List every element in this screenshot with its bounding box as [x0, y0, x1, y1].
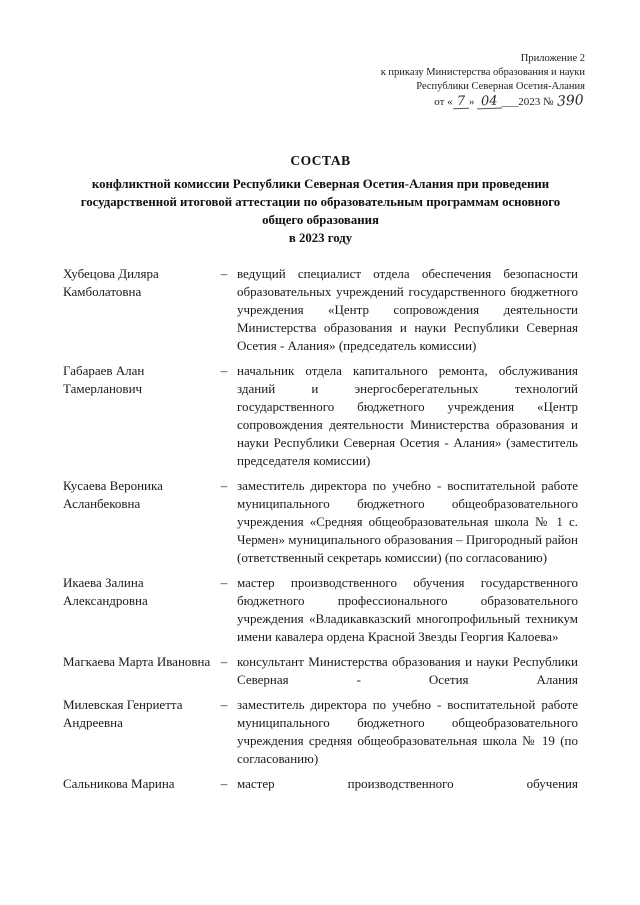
- member-role: мастер производственного обучения государственного бюджетного профессионального образовательного учреждения «Владикавказский многопрофильный техникум имени кавалера ордена Красной Звезды Георгия Калоева»: [237, 575, 578, 644]
- members-list: [63, 265, 578, 800]
- member-role: заместитель директора по учебно - воспитательной работе муниципального бюджетного общеобразовательного учреждения «Средняя общеобразовательная школа № 1 с. Чермен» муниципального образования – Пригородный район (ответственный секретарь комиссии) (по согласованию): [237, 478, 579, 565]
- date-year: ___2023: [501, 96, 541, 108]
- date-prefix: от «: [434, 96, 453, 108]
- member-row: [63, 362, 578, 470]
- dash-separator: –: [220, 776, 228, 791]
- member-name: Сальникова Марина: [63, 776, 175, 791]
- member-row: [63, 265, 578, 355]
- appendix-header: [381, 52, 585, 109]
- dash-separator: –: [220, 266, 228, 281]
- handwritten-order-number: 390: [556, 92, 585, 110]
- order-reference-line-2: Республики Северная Осетия-Алания: [416, 81, 585, 92]
- title-year: в 2023 году: [288, 231, 353, 245]
- dash-separator: –: [220, 363, 228, 378]
- member-name: Габараев Алан Тамерланович: [63, 363, 145, 396]
- member-name: Милевская Генриетта Андреевна: [63, 697, 183, 730]
- member-name: Хубецова Диляра Камболатовна: [63, 266, 159, 299]
- title-body: конфликтной комиссии Республики Северная Осетия-Алания при проведении государственной итоговой аттестации по образовательным программам основного общего образования: [80, 177, 561, 227]
- member-row: [63, 696, 578, 768]
- member-name: Икаева Залина Александровна: [63, 575, 148, 608]
- member-role: консультант Министерства образования и науки Республики Северная - Осетия Алания: [237, 654, 578, 687]
- dash-separator: –: [220, 654, 228, 669]
- member-role: начальник отдела капитального ремонта, обслуживания зданий и энергосберегательных технологий государственного бюджетного учреждения «Центр сопровождения деятельности Министерства образования и науки Республики Северная Осетия - Алания» (заместитель председателя комиссии): [237, 363, 578, 468]
- member-role: мастер производственного обучения: [237, 776, 578, 791]
- member-role: ведущий специалист отдела обеспечения безопасности образовательных учреждений государственного бюджетного учреждения «Центр сопровождения деятельности Министерства образования и науки Республики Северная Осетия - Алания» (председатель комиссии): [237, 266, 578, 353]
- title-heading: СОСТАВ: [290, 153, 351, 168]
- order-reference-line-1: к приказу Министерства образования и науки: [380, 67, 585, 78]
- member-row: [63, 775, 578, 793]
- member-row: [63, 653, 578, 689]
- dash-separator: –: [220, 478, 228, 493]
- member-role: заместитель директора по учебно - воспитательной работе муниципального бюджетного общеобразовательного учреждения средняя общеобразовательная школа № 19 (по согласованию): [237, 697, 578, 766]
- handwritten-day: 7: [452, 96, 469, 110]
- dash-separator: –: [220, 697, 228, 712]
- handwritten-month: 04: [477, 96, 502, 110]
- document-title-block: [63, 152, 578, 247]
- member-name: Кусаева Вероника Асланбековна: [63, 478, 163, 511]
- member-row: [63, 574, 578, 646]
- order-date-line: [381, 92, 585, 110]
- date-after-day: »: [468, 96, 475, 108]
- member-name: Магкаева Марта Ивановна: [63, 654, 211, 669]
- dash-separator: –: [220, 575, 228, 590]
- number-sign: №: [543, 96, 554, 108]
- member-row: [63, 477, 578, 567]
- appendix-line: Приложение 2: [520, 53, 585, 64]
